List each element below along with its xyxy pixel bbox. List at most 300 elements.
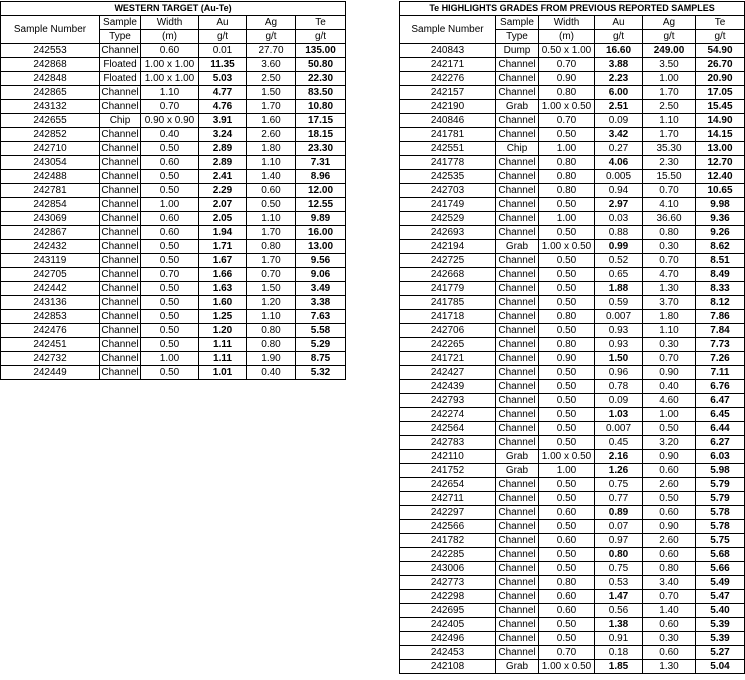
ag-cell: 1.00 (643, 72, 696, 86)
sample-type-cell: Channel (496, 72, 539, 86)
ag-cell: 1.80 (643, 310, 696, 324)
ag-cell: 0.70 (643, 254, 696, 268)
table-row (1, 86, 346, 100)
table-row (400, 366, 745, 380)
te-cell: 23.30 (296, 142, 346, 156)
ag-cell: 1.80 (247, 142, 296, 156)
header-sample-number: Sample Number (1, 16, 100, 44)
width-cell: 0.60 (141, 212, 199, 226)
au-cell: 0.75 (595, 562, 643, 576)
header-au: Au (595, 16, 643, 30)
te-cell: 12.40 (696, 170, 745, 184)
sample-number-cell: 242853 (1, 310, 100, 324)
sample-number-cell: 242488 (1, 170, 100, 184)
table-row (400, 212, 745, 226)
table-row (400, 268, 745, 282)
sample-type-cell: Channel (101, 171, 139, 182)
au-cell: 5.03 (199, 72, 247, 86)
width-cell: 0.70 (141, 100, 199, 114)
header-width-unit: (m) (141, 30, 199, 44)
sample-type-cell: Channel (101, 367, 139, 378)
sample-type-cell: Channel (496, 478, 539, 492)
table-row (400, 562, 745, 576)
table-row (1, 170, 346, 184)
width-cell: 0.50 (539, 268, 595, 282)
table-row (1, 226, 346, 240)
te-cell: 5.75 (696, 534, 745, 548)
sample-type-cell: Channel (496, 114, 539, 128)
au-cell: 0.09 (595, 394, 643, 408)
sample-number-cell: 241779 (400, 282, 496, 296)
sample-type-cell: Channel (101, 269, 139, 280)
ag-cell: 0.50 (643, 422, 696, 436)
te-cell: 5.66 (696, 562, 745, 576)
sample-type-cell: Grab (496, 240, 539, 254)
table-row (400, 436, 745, 450)
sample-number-cell: 242706 (400, 324, 496, 338)
width-cell: 0.50 (539, 198, 595, 212)
sample-type-cell: Channel (496, 58, 539, 72)
sample-type-cell: Channel (101, 157, 139, 168)
au-cell: 1.88 (595, 282, 643, 296)
au-cell: 0.78 (595, 380, 643, 394)
sample-number-cell: 242705 (1, 268, 100, 282)
ag-cell: 1.00 (643, 408, 696, 422)
table-row (400, 170, 745, 184)
width-cell: 0.80 (539, 184, 595, 198)
western-target-table (0, 1, 346, 380)
au-cell: 2.29 (199, 184, 247, 198)
table-row (400, 86, 745, 100)
header-ag: Ag (643, 16, 696, 30)
au-cell: 16.60 (595, 44, 643, 58)
sample-number-cell: 242566 (400, 520, 496, 534)
ag-cell: 1.10 (247, 310, 296, 324)
sample-type-cell: Channel (101, 353, 139, 364)
header-te: Te (696, 16, 745, 30)
sample-number-cell: 242868 (1, 58, 100, 72)
sample-type-cell: Dump (496, 44, 539, 58)
ag-cell: 0.60 (643, 646, 696, 660)
sample-type-cell: Channel (101, 339, 139, 350)
te-cell: 5.47 (696, 590, 745, 604)
ag-cell: 1.10 (247, 212, 296, 226)
te-cell: 5.78 (696, 506, 745, 520)
sample-type-cell: Channel (496, 86, 539, 100)
te-cell: 8.75 (296, 352, 346, 366)
au-cell: 6.00 (595, 86, 643, 100)
te-cell: 9.89 (296, 212, 346, 226)
au-cell: 3.88 (595, 58, 643, 72)
sample-number-cell: 242852 (1, 128, 100, 142)
sample-type-cell: Channel (101, 227, 139, 238)
sample-type-cell: Channel (496, 520, 539, 534)
table-row (1, 268, 346, 282)
au-cell: 0.005 (595, 170, 643, 184)
te-cell: 8.49 (696, 268, 745, 282)
width-cell: 1.00 x 0.50 (539, 450, 595, 464)
sample-number-cell: 242274 (400, 408, 496, 422)
ag-cell: 1.90 (247, 352, 296, 366)
sample-number-cell: 240843 (400, 44, 496, 58)
table-row (1, 338, 346, 352)
au-cell: 0.93 (595, 324, 643, 338)
ag-cell: 2.30 (643, 156, 696, 170)
width-cell: 0.50 (141, 142, 199, 156)
width-cell: 0.60 (539, 506, 595, 520)
table-row (400, 128, 745, 142)
sample-number-cell: 242285 (400, 548, 496, 562)
table-row (1, 142, 346, 156)
au-cell: 1.71 (199, 240, 247, 254)
au-cell: 0.89 (595, 506, 643, 520)
au-cell: 2.97 (595, 198, 643, 212)
sample-number-cell: 242476 (1, 324, 100, 338)
sample-type-cell: Channel (496, 576, 539, 590)
sample-number-cell: 242867 (1, 226, 100, 240)
ag-cell: 0.50 (643, 492, 696, 506)
ag-cell: 2.60 (643, 534, 696, 548)
te-cell: 8.96 (296, 170, 346, 184)
ag-cell: 1.30 (643, 282, 696, 296)
sample-number-cell: 242297 (400, 506, 496, 520)
sample-type-cell: Channel (496, 268, 539, 282)
au-cell: 0.52 (595, 254, 643, 268)
sample-type-cell: Channel (496, 632, 539, 646)
sample-type-cell: Channel (496, 534, 539, 548)
ag-cell: 0.40 (247, 366, 296, 380)
ag-cell: 0.90 (643, 450, 696, 464)
table-row (1, 198, 346, 212)
width-cell: 0.50 (141, 338, 199, 352)
te-cell: 6.47 (696, 394, 745, 408)
ag-cell: 3.60 (247, 58, 296, 72)
table-row (400, 100, 745, 114)
sample-number-cell: 242703 (400, 184, 496, 198)
au-cell: 0.99 (595, 240, 643, 254)
ag-cell: 0.80 (247, 324, 296, 338)
sample-number-cell: 242668 (400, 268, 496, 282)
sample-number-cell: 242551 (400, 142, 496, 156)
sample-number-cell: 242732 (1, 352, 100, 366)
width-cell: 0.60 (539, 590, 595, 604)
te-cell: 7.63 (296, 310, 346, 324)
ag-cell: 1.10 (643, 324, 696, 338)
width-cell: 1.00 x 1.00 (141, 58, 199, 72)
width-cell: 0.50 (539, 422, 595, 436)
sample-number-cell: 240846 (400, 114, 496, 128)
sample-type-cell: Channel (101, 213, 139, 224)
sample-number-cell: 241752 (400, 464, 496, 478)
au-cell: 4.06 (595, 156, 643, 170)
au-cell: 0.91 (595, 632, 643, 646)
table-row (400, 646, 745, 660)
width-cell: 0.50 (141, 184, 199, 198)
sample-number-cell: 242793 (400, 394, 496, 408)
width-cell: 0.90 (539, 352, 595, 366)
au-cell: 0.56 (595, 604, 643, 618)
sample-number-cell: 242693 (400, 226, 496, 240)
ag-cell: 1.70 (643, 128, 696, 142)
sample-type-cell: Chip (496, 142, 539, 156)
width-cell: 1.00 x 0.50 (539, 240, 595, 254)
ag-cell: 0.70 (643, 184, 696, 198)
width-cell: 0.50 (539, 226, 595, 240)
header-width: Width (539, 16, 595, 30)
width-cell: 0.40 (141, 128, 199, 142)
te-cell: 135.00 (296, 44, 346, 58)
ag-cell: 0.90 (643, 366, 696, 380)
sample-number-cell: 241778 (400, 156, 496, 170)
au-cell: 0.09 (595, 114, 643, 128)
width-cell: 0.50 (539, 520, 595, 534)
width-cell: 0.60 (539, 534, 595, 548)
width-cell: 0.50 (539, 632, 595, 646)
te-cell: 6.76 (696, 380, 745, 394)
ag-cell: 1.60 (247, 114, 296, 128)
sample-number-cell: 243136 (1, 296, 100, 310)
au-cell: 0.77 (595, 492, 643, 506)
table-row (400, 310, 745, 324)
table-row (1, 282, 346, 296)
sample-type-cell: Channel (496, 436, 539, 450)
sample-number-cell: 242773 (400, 576, 496, 590)
table-row (1, 44, 346, 58)
te-cell: 16.00 (296, 226, 346, 240)
sample-type-cell: Channel (496, 604, 539, 618)
sample-type-cell: Floated (100, 58, 141, 72)
au-cell: 0.27 (595, 142, 643, 156)
te-cell: 10.65 (696, 184, 745, 198)
au-cell: 1.11 (199, 352, 247, 366)
sample-number-cell: 242171 (400, 58, 496, 72)
table-row (400, 142, 745, 156)
ag-cell: 0.60 (247, 184, 296, 198)
table-row (1, 212, 346, 226)
au-cell: 2.23 (595, 72, 643, 86)
ag-cell: 0.60 (643, 506, 696, 520)
te-highlights-table (399, 1, 745, 674)
au-cell: 0.007 (595, 310, 643, 324)
au-cell: 0.45 (595, 436, 643, 450)
au-cell: 0.59 (595, 296, 643, 310)
te-cell: 5.79 (696, 492, 745, 506)
te-cell: 7.84 (696, 324, 745, 338)
table-row (400, 58, 745, 72)
te-cell: 22.30 (296, 72, 346, 86)
ag-cell: 0.40 (643, 380, 696, 394)
au-cell: 4.77 (199, 86, 247, 100)
ag-cell: 27.70 (247, 44, 296, 58)
sample-number-cell: 242564 (400, 422, 496, 436)
sample-number-cell: 242654 (400, 478, 496, 492)
sample-type-cell: Channel (496, 562, 539, 576)
width-cell: 0.90 (539, 72, 595, 86)
sample-type-cell: Channel (496, 254, 539, 268)
table-row (1, 240, 346, 254)
te-cell: 5.68 (696, 548, 745, 562)
width-cell: 0.80 (539, 170, 595, 184)
te-cell: 5.79 (696, 478, 745, 492)
sample-type-cell: Channel (101, 143, 139, 154)
sample-type-cell: Channel (101, 199, 139, 210)
te-cell: 13.00 (296, 240, 346, 254)
sample-number-cell: 242449 (1, 366, 100, 380)
ag-cell: 0.30 (643, 338, 696, 352)
width-cell: 0.80 (539, 310, 595, 324)
width-cell: 1.10 (141, 86, 199, 100)
table-row (1, 184, 346, 198)
sample-type-cell: Channel (496, 296, 539, 310)
ag-cell: 2.50 (247, 72, 296, 86)
te-cell: 5.29 (296, 338, 346, 352)
ag-cell: 2.60 (247, 128, 296, 142)
ag-cell: 36.60 (643, 212, 696, 226)
sample-number-cell: 242405 (400, 618, 496, 632)
header-ag-unit: g/t (643, 30, 696, 44)
table-row (400, 198, 745, 212)
ag-cell: 0.30 (643, 632, 696, 646)
sample-number-cell: 242110 (400, 450, 496, 464)
te-cell: 5.39 (696, 632, 745, 646)
table-row (400, 660, 745, 674)
sample-type-cell: Grab (496, 450, 539, 464)
au-cell: 0.53 (595, 576, 643, 590)
au-cell: 2.89 (199, 142, 247, 156)
table-row (400, 296, 745, 310)
table-row (400, 408, 745, 422)
au-cell: 1.25 (199, 310, 247, 324)
au-cell: 0.96 (595, 366, 643, 380)
sample-number-cell: 242655 (1, 114, 100, 128)
te-cell: 10.80 (296, 100, 346, 114)
ag-cell: 3.50 (643, 58, 696, 72)
ag-cell: 0.80 (643, 562, 696, 576)
width-cell: 1.00 (141, 352, 199, 366)
table-row (1, 72, 346, 86)
te-cell: 50.80 (296, 58, 346, 72)
table-row (1, 310, 346, 324)
table-row (400, 338, 745, 352)
header-sample-type: Sample (100, 16, 141, 30)
sample-number-cell: 242157 (400, 86, 496, 100)
au-cell: 0.94 (595, 184, 643, 198)
width-cell: 0.60 (141, 44, 199, 58)
sample-type-cell: Channel (101, 325, 139, 336)
te-cell: 8.33 (696, 282, 745, 296)
te-cell: 6.27 (696, 436, 745, 450)
table-row (400, 114, 745, 128)
sample-number-cell: 243006 (400, 562, 496, 576)
sample-number-cell: 242529 (400, 212, 496, 226)
au-cell: 0.88 (595, 226, 643, 240)
sample-type-cell: Channel (496, 422, 539, 436)
ag-cell: 0.90 (643, 520, 696, 534)
sample-type-cell: Channel (101, 297, 139, 308)
table-row (400, 72, 745, 86)
western-target-title: WESTERN TARGET (Au-Te) (1, 2, 346, 16)
ag-cell: 0.70 (643, 590, 696, 604)
te-cell: 20.90 (696, 72, 745, 86)
width-cell: 0.70 (141, 268, 199, 282)
sample-number-cell: 243119 (1, 254, 100, 268)
ag-cell: 0.50 (247, 198, 296, 212)
width-cell: 0.50 (141, 282, 199, 296)
header-au-unit: g/t (199, 30, 247, 44)
width-cell: 0.50 x 1.00 (539, 44, 595, 58)
table-row (400, 422, 745, 436)
table-row (400, 254, 745, 268)
sample-type-cell: Channel (496, 212, 539, 226)
table-row (400, 226, 745, 240)
sample-type-cell: Channel (496, 492, 539, 506)
te-cell: 9.26 (696, 226, 745, 240)
ag-cell: 0.80 (247, 338, 296, 352)
sample-type-cell: Channel (101, 283, 139, 294)
sample-number-cell: 242108 (400, 660, 496, 674)
width-cell: 0.50 (141, 310, 199, 324)
ag-cell: 35.30 (643, 142, 696, 156)
te-cell: 15.45 (696, 100, 745, 114)
width-cell: 0.50 (539, 254, 595, 268)
table-row (400, 520, 745, 534)
sample-type-cell: Channel (496, 128, 539, 142)
table-row (400, 506, 745, 520)
sample-number-cell: 242711 (400, 492, 496, 506)
te-cell: 5.98 (696, 464, 745, 478)
ag-cell: 0.60 (643, 618, 696, 632)
header-te: Te (296, 16, 346, 30)
width-cell: 0.70 (539, 58, 595, 72)
width-cell: 0.50 (539, 492, 595, 506)
sample-number-cell: 242190 (400, 100, 496, 114)
table-row (400, 352, 745, 366)
te-cell: 8.62 (696, 240, 745, 254)
au-cell: 2.89 (199, 156, 247, 170)
te-cell: 6.45 (696, 408, 745, 422)
ag-cell: 1.10 (643, 114, 696, 128)
sample-type-cell: Channel (496, 394, 539, 408)
sample-number-cell: 242848 (1, 72, 100, 86)
sample-number-cell: 242781 (1, 184, 100, 198)
sample-number-cell: 242553 (1, 44, 100, 58)
sample-number-cell: 242865 (1, 86, 100, 100)
table-row (1, 352, 346, 366)
ag-cell: 2.50 (643, 100, 696, 114)
ag-cell: 15.50 (643, 170, 696, 184)
sample-type-cell: Grab (496, 660, 539, 674)
table-row (400, 44, 745, 58)
ag-cell: 1.70 (643, 86, 696, 100)
sample-type-cell: Channel (496, 338, 539, 352)
table-row (400, 156, 745, 170)
table-row (400, 464, 745, 478)
te-cell: 6.03 (696, 450, 745, 464)
ag-cell: 1.50 (247, 86, 296, 100)
ag-cell: 1.70 (247, 226, 296, 240)
te-cell: 8.51 (696, 254, 745, 268)
te-cell: 5.58 (296, 324, 346, 338)
sample-number-cell: 242695 (400, 604, 496, 618)
sample-number-cell: 242535 (400, 170, 496, 184)
table-row (400, 590, 745, 604)
sample-number-cell: 241749 (400, 198, 496, 212)
sample-number-cell: 242725 (400, 254, 496, 268)
te-cell: 5.39 (696, 618, 745, 632)
au-cell: 3.24 (199, 128, 247, 142)
width-cell: 0.50 (539, 436, 595, 450)
width-cell: 1.00 (539, 464, 595, 478)
